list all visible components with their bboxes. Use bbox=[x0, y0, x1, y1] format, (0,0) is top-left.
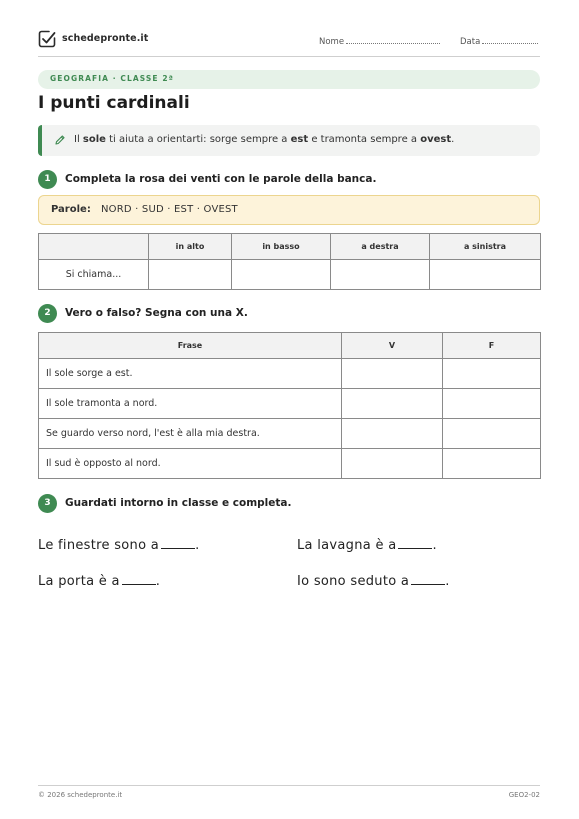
exercise-number-badge: 3 bbox=[38, 494, 57, 513]
compass-table bbox=[38, 233, 541, 290]
fill-in-sentence: Io sono seduto a . bbox=[297, 574, 450, 589]
false-checkbox-cell[interactable] bbox=[443, 359, 541, 389]
statement-cell: Il sud è opposto al nord. bbox=[39, 449, 342, 479]
table-header-cell: in basso bbox=[232, 234, 331, 260]
table-row bbox=[39, 389, 541, 419]
statement-cell: Se guardo verso nord, l'est è alla mia destra. bbox=[39, 419, 342, 449]
answer-blank[interactable] bbox=[411, 583, 445, 585]
tip-box bbox=[38, 125, 540, 156]
true-checkbox-cell[interactable] bbox=[342, 449, 443, 479]
table-header-cell: in alto bbox=[149, 234, 232, 260]
tip-accent-bar bbox=[38, 125, 42, 156]
word-bank-label: Parole: bbox=[51, 204, 91, 215]
footer-code: GEO2-02 bbox=[508, 791, 540, 799]
exercise-instruction: Vero o falso? Segna con una X. bbox=[65, 307, 248, 319]
brand-name: schedepronte.it bbox=[62, 33, 149, 44]
table-header-row bbox=[39, 333, 541, 359]
true-checkbox-cell[interactable] bbox=[342, 419, 443, 449]
page-title: I punti cardinali bbox=[38, 93, 190, 113]
table-row bbox=[39, 449, 541, 479]
false-checkbox-cell[interactable] bbox=[443, 389, 541, 419]
table-header-cell: Frase bbox=[39, 333, 342, 359]
worksheet-page bbox=[38, 0, 540, 819]
true-checkbox-cell[interactable] bbox=[342, 359, 443, 389]
name-field[interactable] bbox=[319, 35, 440, 47]
exercise-instruction: Completa la rosa dei venti con le parole della banca. bbox=[65, 173, 377, 185]
table-row bbox=[39, 419, 541, 449]
page-header bbox=[38, 30, 540, 52]
answer-cell[interactable] bbox=[331, 260, 430, 290]
statement-cell: Il sole tramonta a nord. bbox=[39, 389, 342, 419]
true-false-table bbox=[38, 332, 541, 479]
word-bank-words: NORD · SUD · EST · OVEST bbox=[101, 204, 238, 215]
table-header-cell: a sinistra bbox=[430, 234, 541, 260]
false-checkbox-cell[interactable] bbox=[443, 449, 541, 479]
subject-tag-label: GEOGRAFIA · CLASSE 2ª bbox=[50, 74, 175, 83]
table-header-cell bbox=[39, 234, 149, 260]
exercise-number-badge: 2 bbox=[38, 304, 57, 323]
header-divider bbox=[38, 56, 540, 57]
table-header-row bbox=[39, 234, 541, 260]
footer-copyright: © 2026 schedepronte.it bbox=[38, 791, 123, 799]
statement-cell: Il sole sorge a est. bbox=[39, 359, 342, 389]
table-row bbox=[39, 260, 541, 290]
exercise-3-heading bbox=[38, 494, 540, 514]
table-row bbox=[39, 359, 541, 389]
table-header-cell: a destra bbox=[331, 234, 430, 260]
answer-blank[interactable] bbox=[161, 547, 195, 549]
exercise-number-badge: 1 bbox=[38, 170, 57, 189]
table-header-cell: F bbox=[443, 333, 541, 359]
true-checkbox-cell[interactable] bbox=[342, 389, 443, 419]
checklist-logo-icon bbox=[38, 30, 56, 48]
exercise-2-heading bbox=[38, 304, 540, 324]
fill-in-sentence: La lavagna è a . bbox=[297, 538, 437, 553]
footer-divider bbox=[38, 785, 540, 786]
answer-blank[interactable] bbox=[398, 547, 432, 549]
answer-blank[interactable] bbox=[122, 583, 156, 585]
fill-in-sentence: Le finestre sono a . bbox=[38, 538, 200, 553]
exercise-instruction: Guardati intorno in classe e completa. bbox=[65, 497, 292, 509]
table-header-cell: V bbox=[342, 333, 443, 359]
subject-tag bbox=[38, 70, 540, 89]
date-label: Data bbox=[460, 37, 481, 47]
exercise-1-heading bbox=[38, 170, 540, 190]
false-checkbox-cell[interactable] bbox=[443, 419, 541, 449]
word-bank bbox=[38, 195, 540, 225]
answer-cell[interactable] bbox=[430, 260, 541, 290]
answer-cell[interactable] bbox=[149, 260, 232, 290]
fill-in-sentence: La porta è a . bbox=[38, 574, 161, 589]
answer-cell[interactable] bbox=[232, 260, 331, 290]
date-field[interactable] bbox=[460, 35, 538, 47]
name-label: Nome bbox=[319, 37, 345, 47]
pencil-icon bbox=[54, 134, 66, 146]
row-label: Si chiama... bbox=[39, 260, 149, 290]
tip-text: Il sole ti aiuta a orientarti: sorge sempre a est e tramonta sempre a ovest. bbox=[74, 134, 455, 145]
